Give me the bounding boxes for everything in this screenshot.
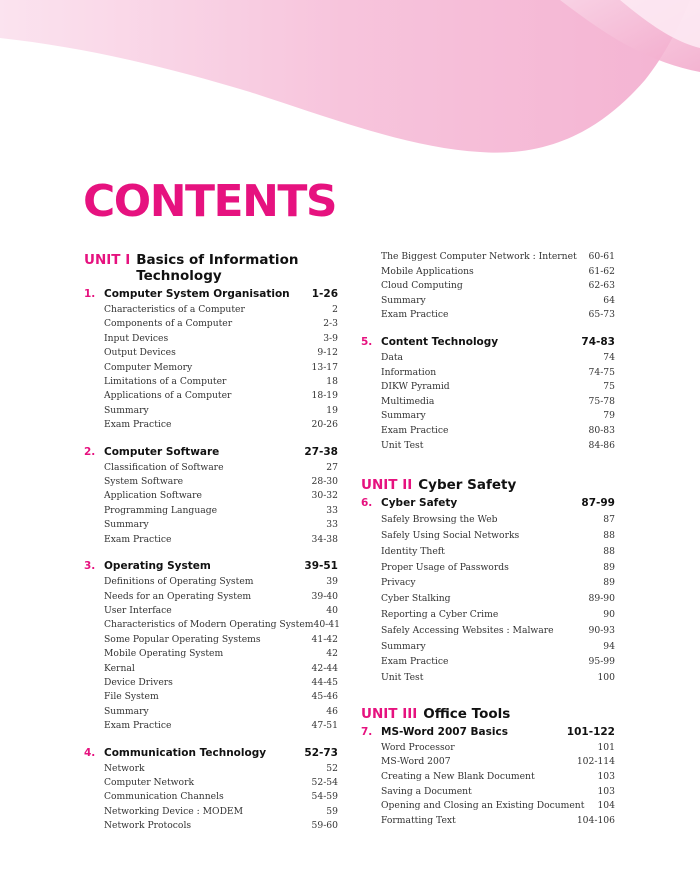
chapter-number: 1. bbox=[84, 288, 96, 300]
toc-entry bbox=[84, 762, 338, 776]
entry-pages: 75 bbox=[603, 381, 615, 393]
entry-title: Exam Practice bbox=[381, 309, 449, 321]
chapter-pages: 52-73 bbox=[304, 746, 338, 759]
unit-heading bbox=[361, 477, 615, 493]
entry-pages: 89-90 bbox=[588, 593, 615, 605]
toc-entry bbox=[84, 346, 338, 360]
entry-pages: 45-46 bbox=[311, 691, 338, 703]
entry-pages: 90 bbox=[603, 608, 615, 620]
toc-entry bbox=[361, 528, 615, 544]
toc-entry bbox=[84, 518, 338, 532]
entry-title: Characteristics of Modern Operating System bbox=[104, 619, 314, 631]
entry-pages: 104 bbox=[597, 800, 615, 812]
toc-entry bbox=[361, 755, 615, 770]
toc-entry bbox=[84, 332, 338, 346]
entry-pages: 61-62 bbox=[588, 265, 615, 277]
entry-title: Word Processor bbox=[381, 741, 455, 753]
entry-title: Summary bbox=[104, 519, 149, 531]
toc-entry bbox=[84, 375, 338, 389]
toc-entry bbox=[84, 303, 338, 317]
unit-heading bbox=[84, 252, 338, 284]
entry-pages: 101 bbox=[597, 741, 615, 753]
entry-title: Definitions of Operating System bbox=[104, 576, 254, 588]
entry-pages: 74 bbox=[603, 351, 615, 363]
entry-title: Computer Memory bbox=[104, 361, 193, 373]
entry-title: Characteristics of a Computer bbox=[104, 304, 245, 315]
toc-entry bbox=[84, 819, 338, 833]
toc-entry bbox=[361, 785, 615, 800]
toc-entry bbox=[361, 380, 615, 395]
toc-entry bbox=[361, 575, 615, 591]
entry-pages: 46 bbox=[326, 705, 338, 717]
chapter-title: Computer Software bbox=[104, 445, 220, 458]
entry-title: User Interface bbox=[104, 604, 172, 616]
entry-pages: 60-61 bbox=[588, 251, 615, 262]
entry-pages: 3-9 bbox=[323, 332, 338, 344]
entry-pages: 94 bbox=[603, 640, 615, 652]
toc-entry bbox=[361, 424, 615, 439]
entry-pages: 95-99 bbox=[588, 656, 615, 668]
chapter-heading bbox=[361, 335, 615, 349]
entry-pages: 42 bbox=[326, 648, 338, 660]
entry-title: Identity Theft bbox=[381, 545, 445, 557]
entry-title: Mobile Applications bbox=[381, 265, 474, 277]
entry-pages: 44-45 bbox=[311, 676, 338, 688]
decorative-ribbon bbox=[0, 0, 700, 170]
entry-pages: 89 bbox=[603, 561, 615, 573]
entry-title: Cyber Stalking bbox=[381, 593, 451, 605]
entry-title: Creating a New Blank Document bbox=[381, 771, 535, 783]
entry-title: Exam Practice bbox=[381, 656, 449, 668]
toc-entry bbox=[84, 690, 338, 704]
entry-title: Unit Test bbox=[381, 672, 424, 684]
toc-entry bbox=[84, 604, 338, 618]
entry-pages: 59-60 bbox=[311, 820, 338, 832]
entry-title: Formatting Text bbox=[381, 814, 456, 826]
chapter-heading bbox=[361, 725, 615, 739]
entry-pages: 103 bbox=[597, 785, 615, 797]
entry-pages: 88 bbox=[603, 529, 615, 541]
entry-title: Exam Practice bbox=[104, 533, 172, 545]
entry-pages: 39-40 bbox=[311, 590, 338, 602]
entry-title: Network Protocols bbox=[104, 820, 192, 832]
toc-entry bbox=[361, 351, 615, 366]
entry-title: Application Software bbox=[104, 490, 202, 502]
entry-pages: 103 bbox=[597, 771, 615, 783]
page-title: CONTENTS bbox=[83, 176, 337, 227]
entry-title: Limitations of a Computer bbox=[104, 376, 227, 388]
chapter-number: 3. bbox=[84, 560, 96, 573]
toc-entry bbox=[84, 404, 338, 418]
entry-pages: 41-42 bbox=[311, 633, 338, 645]
entry-title: Input Devices bbox=[104, 332, 169, 344]
toc-entry bbox=[84, 719, 338, 733]
chapter-pages: 27-38 bbox=[304, 445, 338, 458]
entry-pages: 47-51 bbox=[311, 720, 338, 732]
toc-entry bbox=[84, 705, 338, 719]
toc-entry bbox=[361, 607, 615, 623]
toc-entry bbox=[84, 776, 338, 790]
toc-entry bbox=[84, 389, 338, 403]
toc-entry bbox=[84, 317, 338, 331]
entry-pages: 34-38 bbox=[311, 533, 338, 545]
chapter-title: Computer System Organisation bbox=[104, 288, 290, 300]
entry-title: Mobile Operating System bbox=[104, 648, 224, 660]
entry-title: Components of a Computer bbox=[104, 318, 233, 330]
entry-pages: 90-93 bbox=[588, 624, 615, 636]
entry-title: Safely Accessing Websites : Malware bbox=[381, 624, 554, 636]
entry-pages: 52 bbox=[326, 762, 338, 774]
entry-pages: 33 bbox=[326, 504, 338, 516]
entry-pages: 13-17 bbox=[311, 361, 338, 373]
chapter-number: 4. bbox=[84, 746, 96, 759]
entry-pages: 42-44 bbox=[311, 662, 338, 674]
entry-title: Some Popular Operating Systems bbox=[104, 633, 261, 645]
toc-entry bbox=[361, 512, 615, 528]
unit-number: UNIT II bbox=[361, 477, 413, 494]
toc-entry bbox=[84, 504, 338, 518]
entry-title: Network bbox=[104, 762, 145, 774]
entry-title: Exam Practice bbox=[104, 720, 172, 732]
entry-title: Kernal bbox=[104, 662, 135, 674]
entry-title: Safely Browsing the Web bbox=[381, 514, 498, 526]
entry-pages: 64 bbox=[603, 294, 615, 306]
entry-pages: 54-59 bbox=[311, 791, 338, 803]
chapter-number: 5. bbox=[361, 335, 373, 348]
entry-title: File System bbox=[104, 691, 159, 703]
toc-entry bbox=[361, 439, 615, 454]
entry-pages: 84-86 bbox=[588, 439, 615, 451]
entry-title: Data bbox=[381, 351, 404, 363]
unit-heading bbox=[361, 706, 615, 722]
chapter-pages: 39-51 bbox=[304, 560, 338, 573]
toc-entry bbox=[361, 799, 615, 814]
entry-pages: 62-63 bbox=[588, 280, 615, 292]
unit-title: Office Tools bbox=[423, 705, 511, 722]
entry-title: Unit Test bbox=[381, 439, 424, 451]
toc-entry bbox=[84, 790, 338, 804]
toc-entry bbox=[361, 741, 615, 756]
entry-pages: 65-73 bbox=[588, 309, 615, 321]
toc-entry bbox=[361, 294, 615, 309]
chapter-title: Cyber Safety bbox=[381, 497, 458, 510]
entry-title: Exam Practice bbox=[104, 419, 172, 431]
toc-entry bbox=[361, 560, 615, 576]
toc-entry bbox=[84, 533, 338, 547]
chapter-title: Communication Technology bbox=[104, 746, 267, 759]
entry-pages: 30-32 bbox=[311, 490, 338, 502]
entry-pages: 39 bbox=[326, 576, 338, 588]
toc-entry bbox=[84, 489, 338, 503]
toc-entry bbox=[361, 623, 615, 639]
entry-pages: 28-30 bbox=[311, 476, 338, 488]
entry-pages: 19 bbox=[326, 404, 338, 416]
entry-title: Multimedia bbox=[381, 395, 435, 407]
chapter-pages: 87-99 bbox=[581, 497, 615, 510]
entry-pages: 75-78 bbox=[588, 395, 615, 407]
chapter-title: MS-Word 2007 Basics bbox=[381, 725, 508, 738]
toc-entry bbox=[361, 670, 615, 686]
unit-title: Basics of Information Technology bbox=[136, 252, 299, 284]
entry-title: Summary bbox=[381, 410, 426, 422]
entry-title: Information bbox=[381, 366, 437, 378]
unit-title: Cyber Safety bbox=[418, 477, 517, 494]
entry-pages: 79 bbox=[603, 410, 615, 422]
entry-title: Programming Language bbox=[104, 504, 218, 516]
entry-pages: 89 bbox=[603, 577, 615, 589]
entry-pages: 40 bbox=[326, 604, 338, 616]
toc-entry bbox=[84, 475, 338, 489]
contents-column-left bbox=[84, 252, 338, 834]
entry-pages: 52-54 bbox=[311, 776, 338, 788]
toc-entry bbox=[361, 544, 615, 560]
entry-title: MS-Word 2007 bbox=[381, 756, 451, 768]
toc-entry bbox=[84, 590, 338, 604]
entry-pages: 2 bbox=[332, 304, 338, 315]
unit-number: UNIT I bbox=[84, 252, 131, 268]
chapter-title: Content Technology bbox=[381, 335, 499, 348]
entry-pages: 33 bbox=[326, 519, 338, 531]
chapter-pages: 101-122 bbox=[566, 725, 615, 738]
entry-title: Proper Usage of Passwords bbox=[381, 561, 509, 573]
entry-title: DIKW Pyramid bbox=[381, 381, 450, 393]
toc-entry bbox=[361, 639, 615, 655]
toc-entry bbox=[84, 676, 338, 690]
entry-pages: 88 bbox=[603, 545, 615, 557]
entry-title: System Software bbox=[104, 476, 184, 488]
entry-pages: 2-3 bbox=[323, 318, 338, 330]
chapter-number: 6. bbox=[361, 497, 373, 510]
chapter-heading bbox=[84, 445, 338, 459]
entry-title: Networking Device : MODEM bbox=[104, 805, 244, 817]
entry-pages: 27 bbox=[326, 461, 338, 473]
toc-entry bbox=[84, 461, 338, 475]
toc-entry bbox=[84, 647, 338, 661]
toc-entry bbox=[361, 366, 615, 381]
unit-number: UNIT III bbox=[361, 705, 418, 722]
entry-title: Summary bbox=[104, 404, 149, 416]
toc-entry bbox=[361, 770, 615, 785]
chapter-heading bbox=[84, 559, 338, 573]
chapter-heading bbox=[361, 496, 615, 510]
toc-entry bbox=[84, 575, 338, 589]
toc-entry bbox=[84, 618, 338, 632]
toc-entry bbox=[84, 361, 338, 375]
toc-entry bbox=[361, 265, 615, 280]
entry-pages: 9-12 bbox=[317, 347, 338, 359]
entry-pages: 18-19 bbox=[311, 390, 338, 402]
toc-entry bbox=[84, 805, 338, 819]
entry-pages: 74-75 bbox=[588, 366, 615, 378]
toc-entry bbox=[361, 591, 615, 607]
entry-title: Opening and Closing an Existing Document bbox=[381, 800, 585, 812]
entry-title: Saving a Document bbox=[381, 785, 472, 797]
entry-pages: 59 bbox=[326, 805, 338, 817]
chapter-pages: 1-26 bbox=[311, 288, 338, 300]
chapter-title: Operating System bbox=[104, 560, 211, 573]
entry-pages: 80-83 bbox=[588, 424, 615, 436]
entry-title: Communication Channels bbox=[104, 791, 224, 803]
entry-title: Classification of Software bbox=[104, 461, 224, 473]
toc-entry bbox=[361, 250, 615, 265]
entry-title: Cloud Computing bbox=[381, 280, 463, 292]
entry-title: Exam Practice bbox=[381, 424, 449, 436]
entry-pages: 20-26 bbox=[311, 419, 338, 431]
chapter-heading bbox=[84, 746, 338, 760]
contents-column-right bbox=[361, 250, 615, 828]
toc-entry bbox=[361, 654, 615, 670]
entry-pages: 100 bbox=[597, 672, 615, 684]
toc-entry bbox=[361, 814, 615, 829]
entry-title: Output Devices bbox=[104, 347, 176, 359]
chapter-pages: 74-83 bbox=[581, 335, 615, 348]
entry-pages: 40-41 bbox=[313, 619, 340, 631]
entry-title: Summary bbox=[381, 294, 426, 306]
toc-entry bbox=[84, 633, 338, 647]
entry-title: Computer Network bbox=[104, 776, 195, 788]
entry-title: Summary bbox=[104, 705, 149, 717]
entry-pages: 104-106 bbox=[576, 814, 615, 826]
entry-pages: 102-114 bbox=[576, 756, 615, 768]
toc-entry bbox=[361, 409, 615, 424]
chapter-number: 2. bbox=[84, 445, 96, 458]
toc-entry bbox=[84, 418, 338, 432]
entry-title: Safely Using Social Networks bbox=[381, 529, 520, 541]
toc-entry bbox=[361, 395, 615, 410]
toc-entry bbox=[361, 308, 615, 323]
toc-entry bbox=[84, 662, 338, 676]
chapter-number: 7. bbox=[361, 725, 373, 738]
entry-title: The Biggest Computer Network : Internet bbox=[381, 251, 577, 262]
entry-title: Reporting a Cyber Crime bbox=[381, 608, 499, 620]
entry-title: Privacy bbox=[381, 577, 416, 589]
entry-title: Device Drivers bbox=[104, 676, 173, 688]
entry-pages: 18 bbox=[326, 376, 338, 388]
chapter-heading bbox=[84, 287, 338, 301]
entry-pages: 87 bbox=[603, 514, 615, 526]
entry-title: Applications of a Computer bbox=[104, 390, 232, 402]
toc-entry bbox=[361, 279, 615, 294]
entry-title: Needs for an Operating System bbox=[104, 590, 252, 602]
entry-title: Summary bbox=[381, 640, 426, 652]
